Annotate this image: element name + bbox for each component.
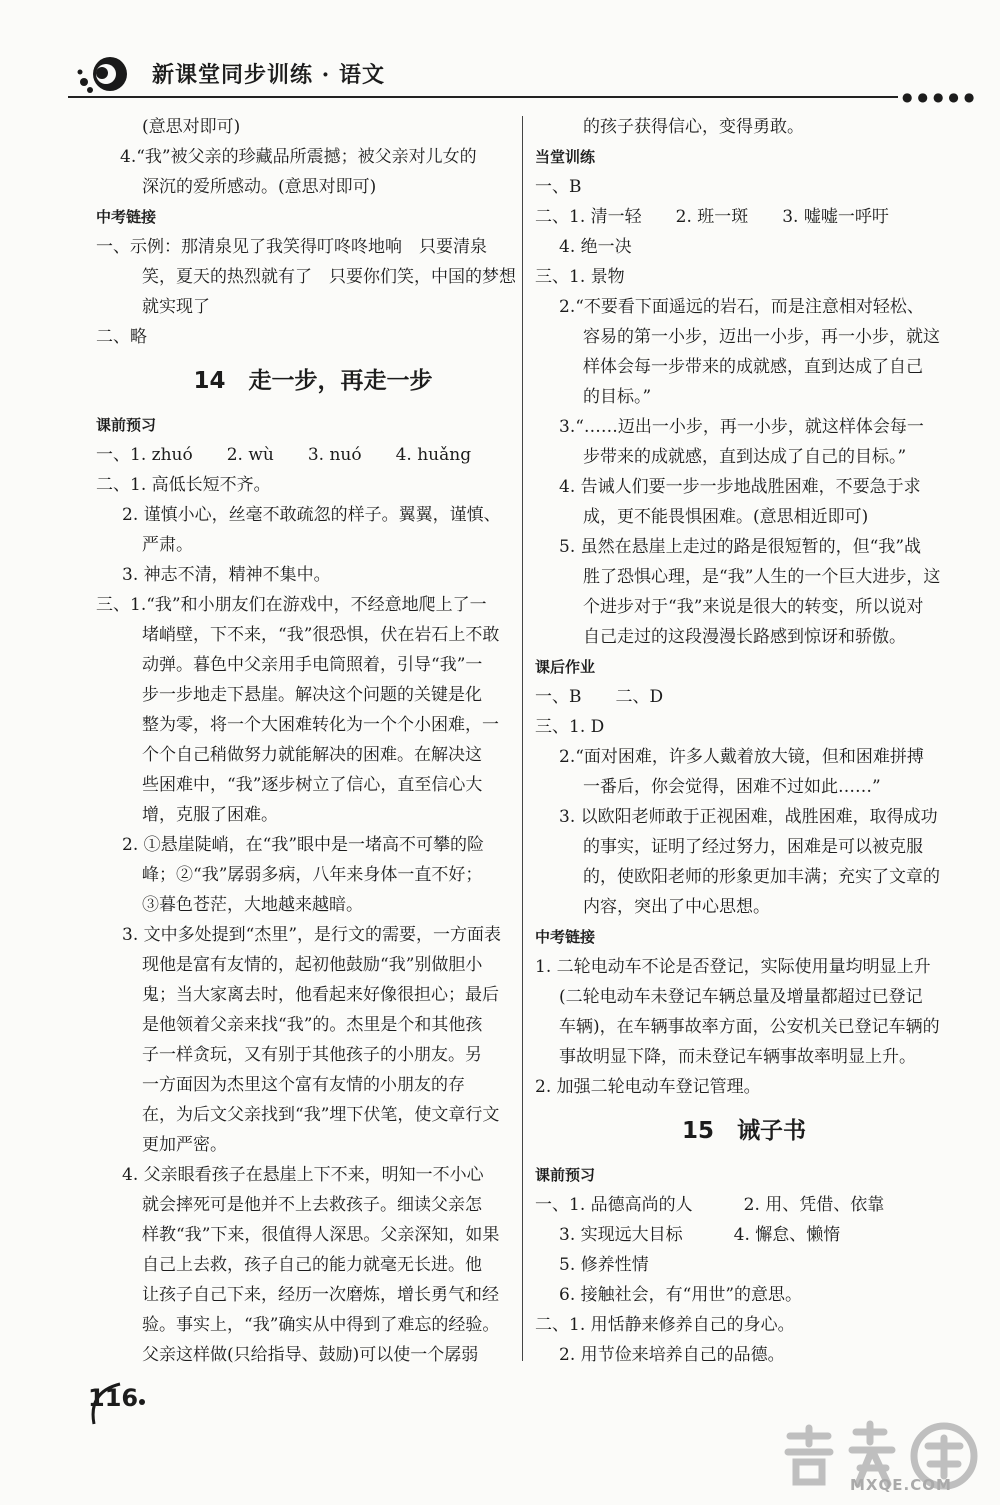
text-line: 一方面因为杰里这个富有友情的小朋友的存: [142, 1075, 465, 1095]
text-line: 更加严密。: [142, 1135, 227, 1155]
section-heading: 课前预习: [535, 1166, 596, 1184]
text-line: 三、1. 景物: [535, 267, 625, 287]
text-line: 一、1. zhuó 2. wù 3. nuó 4. huǎng: [96, 445, 472, 465]
lesson-title: 15 诫子书: [681, 1118, 806, 1144]
text-line: 个进步对于“我”来说是很大的转变，所以说对: [583, 597, 924, 617]
text-line: 3. 神志不清，精神不集中。: [122, 565, 331, 585]
text-line: 三、1.“我”和小朋友们在游戏中，不经意地爬上了一: [96, 595, 487, 615]
text-line: 车辆)，在车辆事故率方面，公安机关已登记车辆的: [559, 1017, 940, 1037]
text-line: 事故明显下降，而未登记车辆事故率明显上升。: [559, 1047, 916, 1067]
text-line: 验。事实上，“我”确实从中得到了难忘的经验。: [142, 1315, 500, 1335]
text-line: 二、1. 用恬静来修养自己的身心。: [535, 1315, 795, 1335]
right-column: [535, 112, 953, 1370]
text-line: 些困难中，“我”逐步树立了信心，直至信心大: [142, 775, 483, 795]
text-line: 4. 告诫人们要一步一步地战胜困难，不要急于求: [559, 477, 921, 497]
text-line: 二、略: [96, 327, 147, 347]
text-line: (二轮电动车未登记车辆总量及增量都超过已登记: [559, 987, 923, 1007]
section-heading: 中考链接: [96, 208, 157, 226]
page-header: [68, 52, 980, 104]
text-line: 2.“面对困难，许多人戴着放大镜，但和困难拼搏: [559, 747, 924, 767]
text-line: 的，使欧阳老师的形象更加丰满；充实了文章的: [583, 867, 940, 887]
text-line: 增，克服了困难。: [142, 805, 278, 825]
text-line: 现他是富有友情的，起初他鼓励“我”别做胆小: [142, 955, 483, 975]
lesson-title: 14 走一步，再走一步: [193, 368, 433, 394]
text-line: 5. 修养性情: [559, 1255, 649, 1275]
text-line: 就会摔死可是他并不上去救孩子。细读父亲怎: [142, 1195, 482, 1215]
text-line: 2. 用节俭来培养自己的品德。: [559, 1345, 785, 1365]
text-line: 的事实，证明了经过努力，困难是可以被克服: [583, 837, 923, 857]
text-line: 笑，夏天的热烈就有了 只要你们笑，中国的梦想: [142, 267, 516, 287]
text-line: 峰；②“我”孱弱多病，八年来身体一直不好；: [142, 865, 483, 885]
text-line: 一番后，你会觉得，困难不过如此……”: [583, 777, 881, 797]
text-line: 1. 二轮电动车不论是否登记，实际使用量均明显上升: [535, 957, 931, 977]
text-line: 2. 谨慎小心，丝毫不敢疏忽的样子。翼翼，谨慎、: [122, 505, 501, 525]
text-line: 在，为后文父亲找到“我”埋下伏笔，使文章行文: [142, 1105, 500, 1125]
text-line: 堵峭壁，下不来，“我”很恐惧，伏在岩石上不敢: [142, 625, 500, 645]
text-line: 一、示例：那清泉见了我笑得叮咚咚地响 只要清泉: [96, 237, 487, 257]
page-number: 116: [88, 1384, 139, 1412]
header-dots-decoration: ●●●●●: [902, 90, 980, 104]
section-heading: 课前预习: [96, 416, 157, 434]
text-line: 成，更不能畏惧困难。(意思相近即可): [583, 507, 869, 527]
swirl-logo-icon: [76, 52, 136, 96]
text-line: 步带来的成就感，直到达成了自己的目标。”: [583, 447, 907, 467]
text-line: 让孩子自己下来，经历一次磨炼，增长勇气和经: [142, 1285, 499, 1305]
text-line: 的目标。”: [583, 387, 652, 407]
text-line: 2.“不要看下面遥远的岩石，而是注意相对轻松、: [559, 297, 924, 317]
text-line: 2. ①悬崖陡峭，在“我”眼中是一堵高不可攀的险: [122, 835, 485, 855]
text-line: 3.“……迈出一小步，再一小步，就这样体会每一: [559, 417, 924, 437]
text-line: 是他领着父亲来找“我”的。杰里是个和其他孩: [142, 1015, 483, 1035]
text-line: 一、B: [535, 177, 582, 197]
text-line: 3. 以欧阳老师敢于正视困难，战胜困难，取得成功: [559, 807, 938, 827]
section-heading: 当堂训练: [535, 148, 596, 166]
text-line: 胜了恐惧心理，是“我”人生的一个巨大进步，这: [583, 567, 941, 587]
text-line: 样体会每一步带来的成就感，直到达成了自己: [583, 357, 923, 377]
text-line: 3. 实现远大目标 4. 懈怠、懒惰: [559, 1225, 841, 1245]
watermark-site: MXQE.COM: [850, 1476, 952, 1494]
section-heading: 中考链接: [535, 928, 596, 946]
text-line: 内容，突出了中心思想。: [583, 897, 770, 917]
section-heading: 课后作业: [535, 658, 596, 676]
text-line: 的孩子获得信心，变得勇敢。: [583, 117, 804, 137]
text-line: 4.“我”被父亲的珍藏品所震撼；被父亲对儿女的: [120, 147, 477, 167]
text-line: 5. 虽然在悬崖上走过的路是很短暂的，但“我”战: [559, 537, 922, 557]
text-line: 6. 接触社会，有“用世”的意思。: [559, 1285, 803, 1305]
text-line: 4. 父亲眼看孩子在悬崖上下不来，明知一不小心: [122, 1165, 484, 1185]
text-line: 个个自己稍做努力就能解决的困难。在解决这: [142, 745, 482, 765]
text-line: 三、1. D: [535, 717, 605, 737]
text-line: (意思对即可): [142, 117, 241, 137]
text-line: 二、1. 高低长短不齐。: [96, 475, 271, 495]
text-line: 鬼；当大家离去时，他看起来好像很担心；最后: [142, 985, 499, 1005]
text-line: 二、1. 清一轻 2. 班一斑 3. 嘘嘘一呼吁: [535, 207, 889, 227]
text-line: 动弹。暮色中父亲用手电筒照着，引导“我”一: [142, 655, 483, 675]
text-line: 3. 文中多处提到“杰里”，是行文的需要，一方面表: [122, 925, 502, 945]
text-line: 一、B 二、D: [535, 687, 664, 707]
text-line: 2. 加强二轮电动车登记管理。: [535, 1077, 761, 1097]
text-line: 父亲这样做(只给指导、鼓励)可以使一个孱弱: [142, 1345, 479, 1365]
text-line: 步一步地走下悬崖。解决这个问题的关键是化: [142, 685, 482, 705]
text-line: 自己上去救，孩子自己的能力就毫无长进。他: [142, 1255, 482, 1275]
text-line: 深沉的爱所感动。(意思对即可): [142, 177, 377, 197]
left-column: [96, 112, 518, 1370]
text-line: 样教“我”下来，很值得人深思。父亲深知，如果: [142, 1225, 500, 1245]
text-line: 就实现了: [142, 297, 210, 317]
text-line: 容易的第一小步，迈出一小步，再一小步，就这: [583, 327, 940, 347]
text-line: 整为零，将一个大困难转化为一个个小困难，一: [142, 715, 499, 735]
text-line: 一、1. 品德高尚的人 2. 用、凭借、依靠: [535, 1195, 885, 1215]
text-line: 4. 绝一决: [559, 237, 632, 257]
text-line: ③暮色苍茫，大地越来越暗。: [142, 895, 363, 915]
text-line: 严肃。: [142, 535, 193, 555]
column-divider: [522, 116, 523, 1361]
header-rule: [68, 96, 898, 98]
header-title: 新课堂同步训练 · 语文: [152, 62, 385, 88]
text-line: 子一样贪玩，又有别于其他孩子的小朋友。另: [142, 1045, 482, 1065]
text-line: 自己走过的这段漫漫长路感到惊讶和骄傲。: [583, 627, 906, 647]
